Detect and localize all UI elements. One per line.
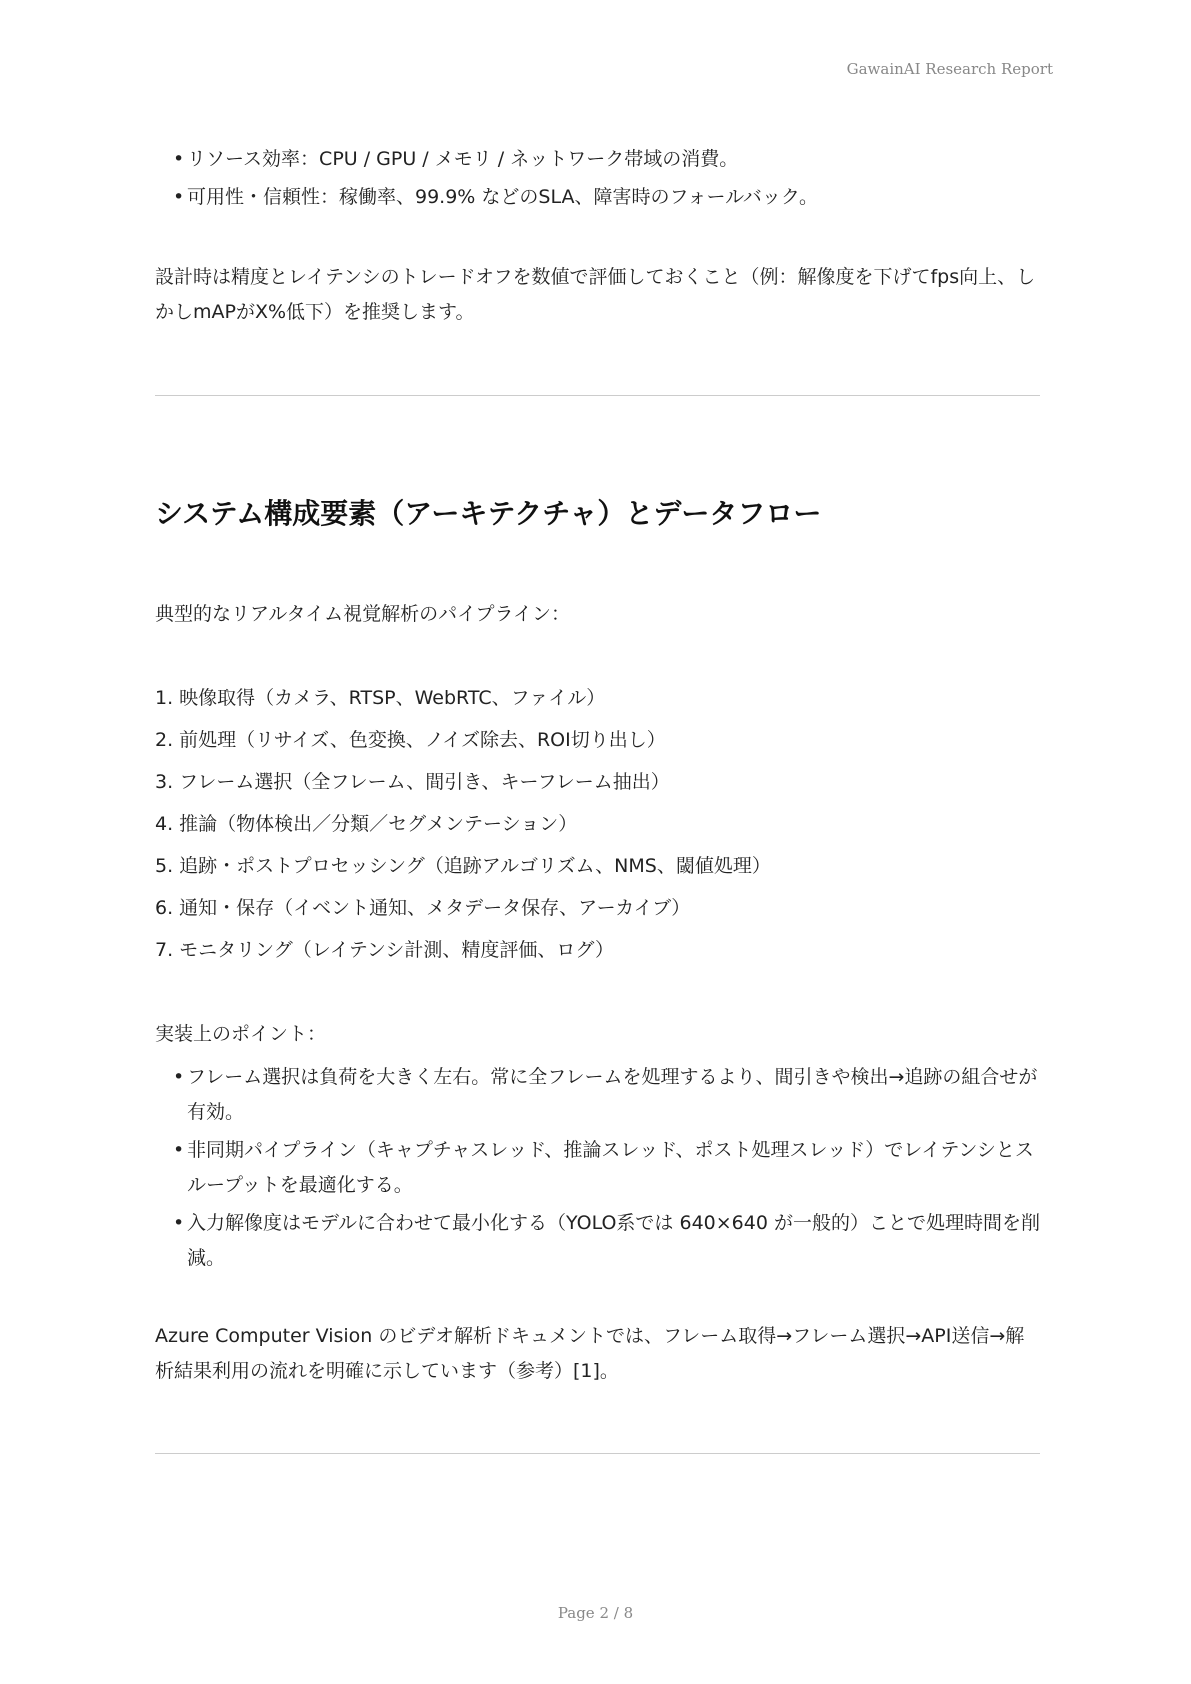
list-item: 5. 追跡・ポストプロセッシング（追跡アルゴリズム、NMS、閾値処理） [155,855,771,877]
paragraph: Azure Computer Vision のビデオ解析ドキュメントでは、フレーム取得→フレーム選択→API送信→解析結果利用の流れを明確に示しています（参考）[1]。 [155,1325,1025,1382]
intro-paragraph [155,597,1040,632]
divider [155,1453,1040,1454]
list-item: 2. 前処理（リサイズ、色変換、ノイズ除去、ROI切り出し） [155,729,666,751]
divider [155,395,1040,396]
points-list [155,1060,1040,1279]
list-item: 6. 通知・保存（イベント通知、メタデータ保存、アーカイブ） [155,897,691,919]
paragraph: 実装上のポイント： [155,1023,327,1045]
list-item: • 可用性・信頼性：稼働率、99.9% などのSLA、障害時のフォールバック。 [155,180,1040,215]
azure-note-paragraph [155,1319,1040,1389]
list-item: 1. 映像取得（カメラ、RTSP、WebRTC、ファイル） [155,687,606,709]
list-item: 3. フレーム選択（全フレーム、間引き、キーフレーム抽出） [155,771,670,793]
running-header: GawainAI Research Report [846,60,1053,78]
list-item: • フレーム選択は負荷を大きく左右。常に全フレームを処理するより、間引きや検出→追跡の組合せが有効。 [155,1060,1040,1130]
design-note-paragraph [155,260,1040,330]
points-label [155,1017,1040,1052]
list-item: • リソース効率：CPU / GPU / メモリ / ネットワーク帯域の消費。 [155,142,1040,177]
pipeline-list [155,677,1040,971]
list-item: 4. 推論（物体検出／分類／セグメンテーション） [155,813,578,835]
page-number: Page 2 / 8 [557,1604,634,1622]
list-item: • 非同期パイプライン（キャプチャスレッド、推論スレッド、ポスト処理スレッド）でレイテンシとスループットを最適化する。 [155,1133,1040,1203]
paragraph: 設計時は精度とレイテンシのトレードオフを数値で評価しておくこと（例：解像度を下げてfps向上、しかしmAPがX%低下）を推奨します。 [155,266,1036,323]
list-item: • 入力解像度はモデルに合わせて最小化する（YOLO系では 640×640 が一般的）ことで処理時間を削減。 [155,1206,1040,1276]
top-bullet-list [155,142,1040,218]
list-item: 7. モニタリング（レイテンシ計測、精度評価、ログ） [155,939,614,961]
section-title: システム構成要素（アーキテクチャ）とデータフロー [155,497,822,530]
paragraph: 典型的なリアルタイム視覚解析のパイプライン： [155,603,570,625]
